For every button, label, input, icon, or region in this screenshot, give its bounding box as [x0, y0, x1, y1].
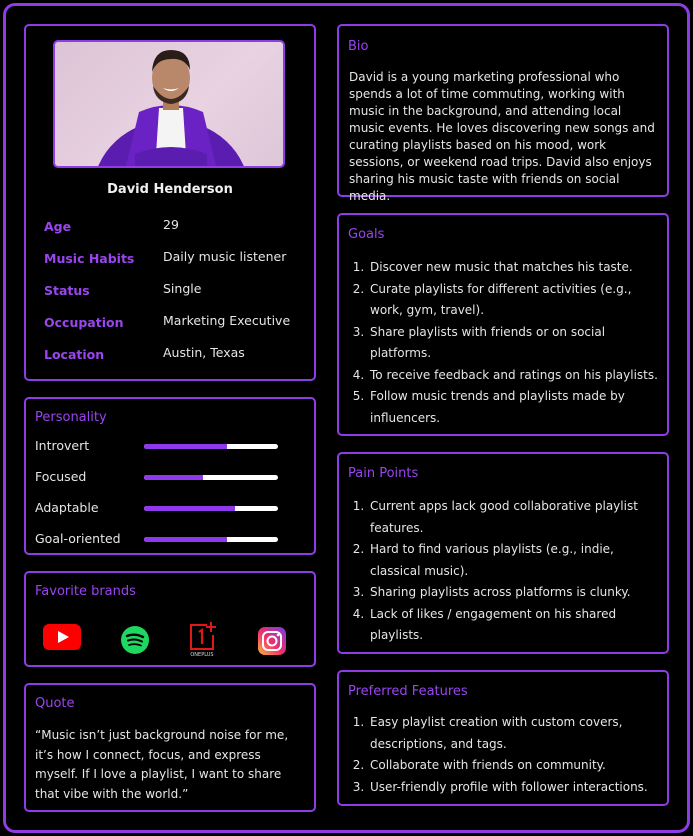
goals-card	[337, 213, 669, 436]
trait-label: Introvert	[35, 438, 90, 453]
oneplus-icon	[189, 621, 219, 657]
section-title: Goals	[348, 227, 385, 242]
info-value: Daily music listener	[163, 249, 287, 264]
trait-label: Goal-oriented	[35, 531, 121, 546]
trait-label: Focused	[35, 469, 87, 484]
section-title: Quote	[35, 696, 75, 711]
info-value: 29	[163, 217, 179, 232]
trait-bar-introvert	[144, 444, 278, 449]
trait-bar-focused	[144, 475, 278, 480]
list-item: 2. Hard to find various playlists (e.g., indie, classical music).	[368, 539, 659, 582]
list-item: 3. Sharing playlists across platforms is clunky.	[368, 582, 659, 604]
spotify-icon	[121, 626, 149, 654]
list-item: 3. User-friendly profile with follower interactions.	[368, 777, 659, 799]
section-title: Bio	[348, 39, 369, 54]
info-label: Age	[44, 219, 72, 234]
list-item: 1. Discover new music that matches his taste.	[368, 257, 659, 279]
persona-name: David Henderson	[107, 182, 233, 197]
info-label: Music Habits	[44, 251, 135, 266]
person-image	[55, 42, 285, 168]
youtube-icon	[43, 624, 81, 650]
preferred-features-card	[337, 670, 669, 806]
goals-list	[348, 257, 659, 429]
list-item: 2. Collaborate with friends on community.	[368, 755, 659, 777]
svg-text:ONEPLUS: ONEPLUS	[190, 652, 214, 657]
info-value: Marketing Executive	[163, 313, 291, 328]
list-item: 2. Curate playlists for different activities (e.g., work, gym, travel).	[368, 279, 659, 322]
personality-card	[24, 397, 316, 555]
trait-bar-goal-oriented	[144, 537, 278, 542]
section-title: Preferred Features	[348, 684, 468, 699]
list-item: 5. Follow music trends and playlists made by influencers.	[368, 386, 659, 429]
section-title: Pain Points	[348, 466, 419, 481]
trait-label: Adaptable	[35, 500, 99, 515]
section-title: Personality	[35, 410, 107, 425]
info-value: Single	[163, 281, 202, 296]
info-label: Status	[44, 283, 90, 298]
brands-card	[24, 571, 316, 667]
bio-card	[337, 24, 669, 203]
list-item: 3. Share playlists with friends or on social platforms.	[368, 322, 659, 365]
trait-bar-adaptable	[144, 506, 278, 511]
list-item: 1. Easy playlist creation with custom covers, descriptions, and tags.	[368, 712, 659, 755]
info-label: Occupation	[44, 315, 124, 330]
quote-card	[24, 683, 316, 812]
list-item: 4. To receive feedback and ratings on his playlists.	[368, 365, 659, 387]
profile-card	[24, 24, 316, 381]
list-item: 4. Lack of likes / engagement on his shared playlists.	[368, 604, 659, 647]
info-label: Location	[44, 347, 105, 362]
instagram-icon	[258, 627, 286, 655]
section-title: Favorite brands	[35, 584, 136, 599]
quote-text: “Music isn’t just background noise for me, it’s how I connect, focus, and express myself. If I love a playlist, I want to share that vibe with the world.”	[35, 728, 289, 801]
pain-points-card	[337, 452, 669, 654]
bio-text: David is a young marketing professional who spends a lot of time commuting, working with music in the background, and attending local music events. He loves discovering new songs and curating playlists based on his mood, work sessions, or weekend road trips. David also enjoys sharing his music taste with friends on social media.	[349, 70, 655, 203]
list-item: 1. Current apps lack good collaborative playlist features.	[368, 496, 659, 539]
features-list	[348, 712, 659, 798]
info-value: Austin, Texas	[163, 345, 245, 360]
profile-photo	[53, 40, 285, 168]
pain-points-list	[348, 496, 659, 647]
